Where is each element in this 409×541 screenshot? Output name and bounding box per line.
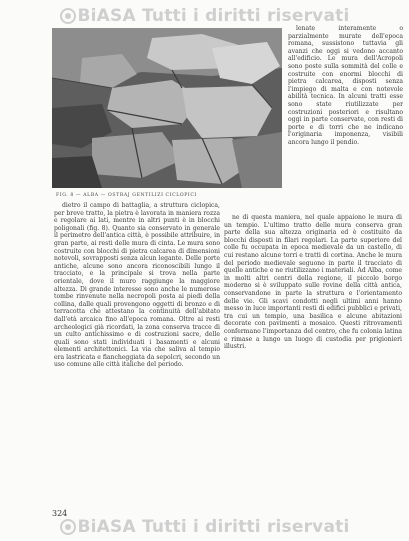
text-column-right	[224, 214, 402, 506]
paragraph: ne di questa maniera, nel quale appaiono le mura di un tempio. L'ultimo tratto delle mura conserva gran parte della sua altezza originaria ed è costituito da blocchi disposti in filari regolari. La parte superiore del colle fu occupata in epoca medievale da un castello, di cui restano alcune torri e tratti di cortina. Anche le mura del periodo medievale seguono in parte il tracciato di quelle antiche e ne riutilizzano i materiali. Ad Alba, come in molti altri centri della regione, il piccolo borgo moderno si è sviluppato sulle rovine della città antica, conservandone in parte la struttura e l'orientamento delle vie. Gli scavi condotti negli ultimi anni hanno messo in luce importanti resti di edifici pubblici e privati, tra cui un tempio, una basilica e alcune abitazioni decorate con pavimenti a mosaico. Questi ritrovamenti confermano l'importanza del centro, che fu colonia latina e rimase a lungo un luogo di custodia per prigionieri illustri.	[224, 214, 402, 351]
watermark-bottom	[0, 517, 409, 537]
text-column-left	[54, 202, 220, 506]
page-number: 324	[52, 509, 68, 518]
ruins-photo	[52, 28, 282, 188]
watermark-top	[0, 6, 409, 26]
copyright-icon	[60, 8, 76, 24]
copyright-icon	[60, 519, 76, 535]
watermark-text: BiASA Tutti i diritti riservati	[77, 6, 350, 26]
text-column-right-top	[288, 25, 403, 213]
figure-caption: FIG. 8 — ALBA — OSTRAJ GENTILIZI CICLOPICI	[56, 193, 197, 198]
figure-photo	[52, 28, 282, 188]
paragraph: lenate interamente o parzialmente murate dell'epoca romana, sussistono tuttavia gli avanzi che oggi si vedono accanto all'edificio. Le mura dell'Acropoli sono poste sulla sommità del colle e costruite con enormi blocchi di pietra calcarea, disposti senza l'impiego di malta e con notevole abilità tecnica. In alcuni tratti esse sono state riutilizzate per costruzioni posteriori e risultano oggi in parte conservate, con resti di porte e di torri che ne indicano l'originaria imponenza, visibili ancora lungo il pendio.	[288, 25, 403, 146]
paragraph: dietro il campo di battaglia, a struttura ciclopica, per breve tratto, la pietra è lavorata in maniera rozza e regolare ai lati, mentre in altri punti è in blocchi poligonali (fig. 8). Quanto sia conservato in generale il perimetro dell'antica città, è possibile attribuire, in gran parte, ai resti delle mura di cinta. Le mura sono costruite con blocchi di pietra calcarea di dimensioni notevoli, sovrapposti senza alcun legante. Delle porte antiche, alcune sono ancora riconoscibili lungo il tracciato, e la principale si trova nella parte orientale, dove il muro raggiunge la maggiore altezza. Di grande interesse sono anche le numerose tombe rinvenute nella necropoli posta ai piedi della collina, dalle quali provengono oggetti di bronzo e di terracotta che attestano la continuità dell'abitato dall'età arcaica fino all'epoca romana. Oltre ai resti archeologici già ricordati, la zona conserva tracce di un culto antichissimo e di costruzioni sacre, delle quali sono stati individuati i basamenti e alcuni elementi architettonici. La via che saliva al tempio era lastricata e fiancheggiata da sepolcri, secondo un uso comune alle città italiche del periodo.	[54, 202, 220, 369]
watermark-text: BiASA Tutti i diritti riservati	[77, 517, 350, 537]
